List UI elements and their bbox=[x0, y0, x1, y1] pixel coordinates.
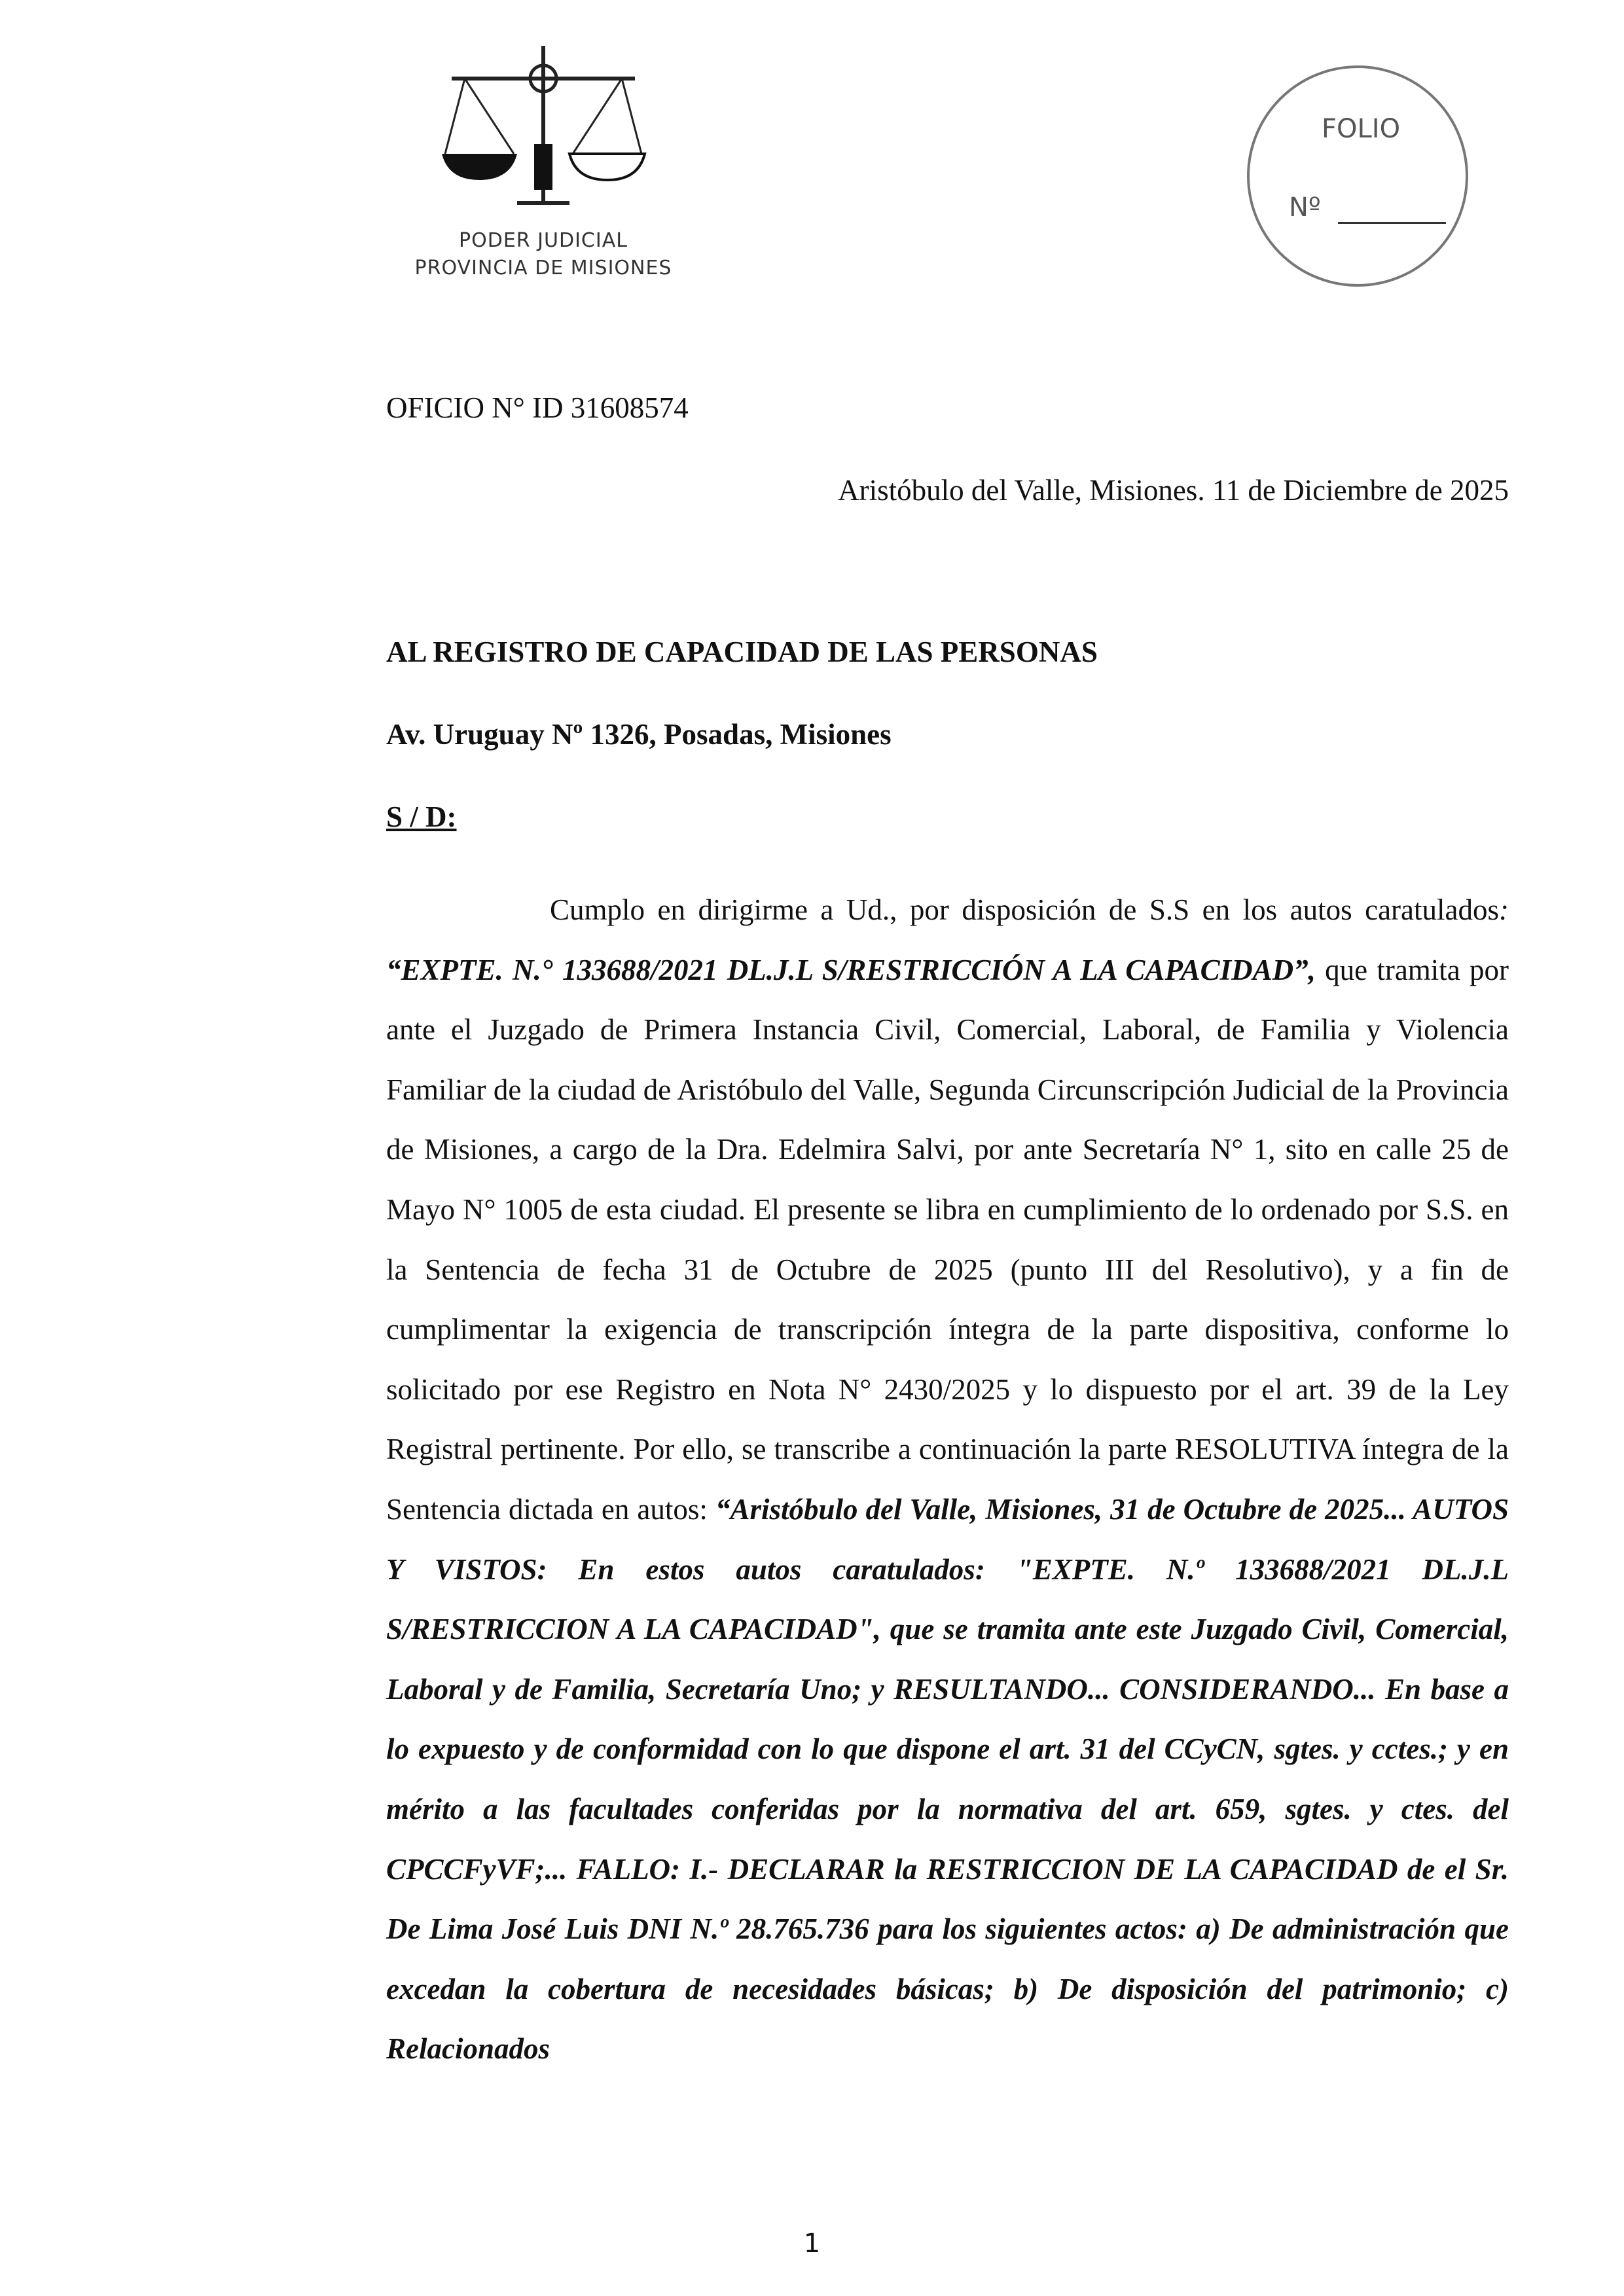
body-text-5: ), y a fin de cumplimentar la exigencia de transcripción íntegra de la parte dispositiva, conforme lo solicitado por ese Registro en Nota N° 2430/2025 y lo dispuesto por el art. 39 de la Ley Registral pertinente. Por ello, se transcribe a continuación la parte RESOLUTIVA íntegra de la Sentencia dictada en autos: bbox=[386, 1253, 1509, 1526]
recipient-address: Av. Uruguay Nº 1326, Posadas, Misiones bbox=[386, 718, 892, 751]
salutation: S / D: bbox=[386, 800, 457, 833]
oficio-number: OFICIO N° ID 31608574 bbox=[386, 391, 689, 424]
folio-stamp bbox=[1247, 65, 1468, 287]
body-text-4: que tramita por ante el Juzgado de Primera Instancia Civil, Comercial, Laboral, de Familia y Violencia Familiar de la ciudad de Aristóbulo del Valle, Segunda Circunscripción Judicial de la Provincia de Misiones, a cargo de la Dra. Edelmira Salvi, por ante Secretaría N° 1, sito en calle 25 de Mayo N° 1005 de esta ciudad. El presente se libra en cumplimiento de lo ordenado por S.S. en la Sentencia de fecha 31 de Octubre de 2025 (punto III del Resolutivo bbox=[386, 953, 1509, 1286]
scales-of-justice-icon bbox=[439, 39, 648, 216]
recipient: AL REGISTRO DE CAPACIDAD DE LAS PERSONAS bbox=[386, 636, 1098, 668]
body-text-1: Cumplo en dirigirme a Ud., por disposición de S.S en los autos caratulados bbox=[550, 893, 1499, 926]
body-paragraph bbox=[386, 880, 1509, 2079]
case-title: “EXPTE. N.° 133688/2021 DL.J.L S/RESTRICCIÓN A LA CAPACIDAD”, bbox=[386, 953, 1316, 986]
place-date: Aristóbulo del Valle, Misiones. 11 de Diciembre de 2025 bbox=[838, 474, 1509, 507]
folio-number-blank bbox=[1338, 222, 1446, 224]
logo-line-2: PROVINCIA DE MISIONES bbox=[414, 257, 672, 279]
folio-label: FOLIO bbox=[1322, 114, 1401, 144]
page-number: 1 bbox=[803, 2229, 821, 2259]
logo-line-1: PODER JUDICIAL bbox=[459, 229, 628, 252]
folio-number-label: Nº bbox=[1289, 192, 1321, 223]
resolution-quote: “Aristóbulo del Valle, Misiones, 31 de Octubre de 2025... AUTOS Y VISTOS: En estos autos caratulados: "EXPTE. N.º 133688/2021 DL.J.L S/RESTRICCION A LA CAPACIDAD", que se tramita ante este Juzgado Civil, Comercial, Laboral y de Familia, Secretaría Uno; y RESULTANDO... CONSIDERANDO... En base a lo expuesto y de conformidad con lo que dispone el art. 31 del CCyCN, sgtes. y cctes.; y en mérito a las facultades conferidas por la normativa del art. 659, sgtes. y ctes. del CPCCFyVF;... FALLO: I.- DECLARAR la RESTRICCION DE LA CAPACIDAD de el Sr. De Lima José Luis DNI N.º 28.765.736 para los siguientes actos: a) De administración que excedan la cobertura de necesidades básicas; b) De disposición del patrimonio; c) Relacionados bbox=[386, 1492, 1509, 2066]
judicial-logo bbox=[406, 39, 681, 288]
body-text-2: : bbox=[1499, 893, 1509, 926]
